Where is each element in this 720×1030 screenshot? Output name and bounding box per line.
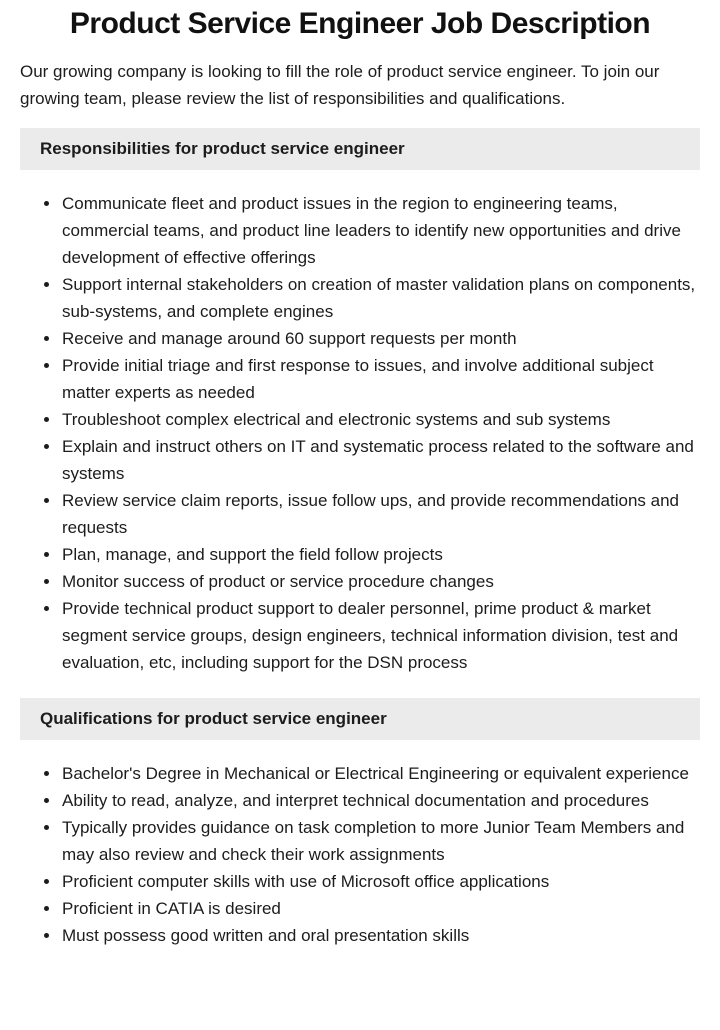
list-item: • Typically provides guidance on task completion to more Junior Team Members and may also review and check their work assignments bbox=[61, 814, 700, 868]
list-item: • Receive and manage around 60 support requests per month bbox=[61, 325, 700, 352]
list-item: • Proficient computer skills with use of Microsoft office applications bbox=[61, 868, 700, 895]
list-item: • Proficient in CATIA is desired bbox=[61, 895, 700, 922]
qualifications-heading: Qualifications for product service engineer bbox=[20, 698, 700, 740]
qualifications-section bbox=[20, 698, 700, 949]
list-item: • Ability to read, analyze, and interpret technical documentation and procedures bbox=[61, 787, 700, 814]
responsibilities-section bbox=[20, 128, 700, 676]
list-item: • Review service claim reports, issue follow ups, and provide recommendations and requests bbox=[61, 487, 700, 541]
responsibilities-heading: Responsibilities for product service engineer bbox=[20, 128, 700, 170]
list-item: • Monitor success of product or service procedure changes bbox=[61, 568, 700, 595]
list-item: • Explain and instruct others on IT and systematic process related to the software and systems bbox=[61, 433, 700, 487]
page-title: Product Service Engineer Job Description bbox=[69, 7, 651, 40]
intro-paragraph: Our growing company is looking to fill the role of product service engineer. To join our growing team, please review the list of responsibilities and qualifications. bbox=[20, 62, 660, 108]
qualifications-list bbox=[20, 760, 700, 949]
list-item: • Bachelor's Degree in Mechanical or Electrical Engineering or equivalent experience bbox=[61, 760, 700, 787]
list-item: • Troubleshoot complex electrical and electronic systems and sub systems bbox=[61, 406, 700, 433]
list-item: • Support internal stakeholders on creation of master validation plans on components, sub-systems, and complete engines bbox=[61, 271, 700, 325]
responsibilities-list bbox=[20, 190, 700, 676]
list-item: • Provide initial triage and first response to issues, and involve additional subject matter experts as needed bbox=[61, 352, 700, 406]
list-item: • Plan, manage, and support the field follow projects bbox=[61, 541, 700, 568]
list-item: • Provide technical product support to dealer personnel, prime product & market segment service groups, design engineers, technical information division, test and evaluation, etc, including support for the DSN process bbox=[61, 595, 700, 676]
list-item: • Communicate fleet and product issues in the region to engineering teams, commercial teams, and product line leaders to identify new opportunities and drive development of effective offerings bbox=[61, 190, 700, 271]
list-item: • Must possess good written and oral presentation skills bbox=[61, 922, 700, 949]
